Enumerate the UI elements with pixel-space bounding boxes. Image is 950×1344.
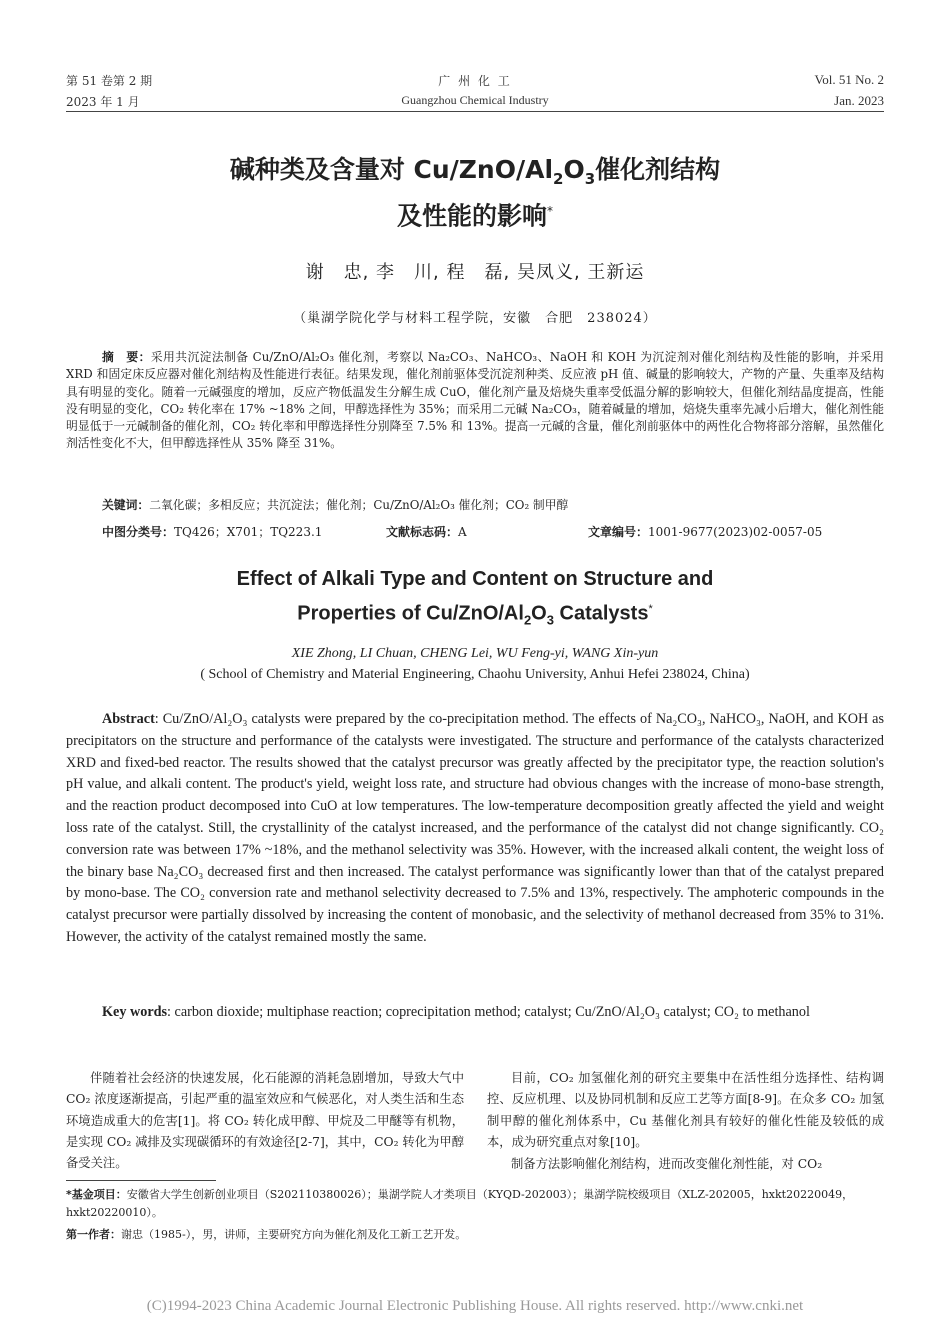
date-en: Jan. 2023 bbox=[834, 93, 884, 108]
abstract-cn: 摘 要：采用共沉淀法制备 Cu/ZnO/Al₂O₃ 催化剂，考察以 Na₂CO₃、NaHCO₃、NaOH 和 KOH 为沉淀剂对催化剂结构及性能的影响，并采用 XRD 和固定床反应器对催化剂结构及性能进行表征。结果发现，催化剂前驱体受沉淀剂种类、反应液 pH 值、碱量的影响较大，产物的产量、失重率及结构具有明显的变化。随着一元碱强度的增加，反应产物低温发生分解生成 CuO，催化剂产量及焙烧失重率受低温分解的影响较大，但催化剂结晶度提高，性能没有明显的变化，CO₂ 转化率在 17% ~18% 之间，甲醇选择性为 35%；而采用二元碱 Na₂CO₃，随着碱量的增加，焙烧失重率先减小后增大，催化剂性能明显低于一元碱制备的催化剂，CO₂ 转化率和甲醇选择性分别降至 7.5% 和 13%。提高一元碱的含量，催化剂前驱体中的两性化合物将部分溶解，虽然催化剂活性变化不大，但甲醇选择性从 35% 降至 31%。 bbox=[66, 350, 884, 451]
title-cn-line1: 碱种类及含量对 $Cu/ZnO/Al_2O_3$催化剂结构 bbox=[229, 155, 721, 188]
keywords-cn: 关键词：二氧化碳；多相反应；共沉淀法；催化剂；Cu/ZnO/Al₂O₃ 催化剂；CO₂ 制甲醇 bbox=[102, 498, 569, 512]
affiliation-en: ( School of Chemistry and Material Engineering, Chaohu University, Anhui Hefei 238024, China) bbox=[200, 667, 750, 682]
header-rule bbox=[66, 111, 884, 112]
title-en-line2: Properties of $Cu/ZnO/Al_2O_3$ Catalysts* bbox=[297, 602, 653, 628]
clc-number: 中图分类号：TQ426；X701；TQ223.1 bbox=[102, 525, 323, 539]
keywords-en: Key words: carbon dioxide; multiphase reaction; coprecipitation method; catalyst; Cu/ZnO/Al₂O₃ catalyst; CO₂ to methanol bbox=[102, 1004, 810, 1020]
document-code: 文献标志码：A bbox=[386, 525, 467, 539]
footnote-funding: *基金项目：安徽省大学生创新创业项目（S202110380026）；巢湖学院人才类项目（KYQD-202003）；巢湖学院校级项目（XLZ-202005，hxkt20220049，hxkt20220010）。 bbox=[66, 1188, 854, 1219]
copyright-watermark: (C)1994-2023 China Academic Journal Electronic Publishing House. All rights reserved. http://www.cnki.net bbox=[146, 1298, 804, 1314]
authors-en: XIE Zhong, LI Chuan, CHENG Lei, WU Feng-yi, WANG Xin-yun bbox=[291, 646, 659, 661]
body-right-paragraph-1: 目前，CO₂ 加氢催化剂的研究主要集中在活性组分选择性、结构调控、反应机理、以及协同机制和反应工艺等方面[8-9]。在众多 CO₂ 加氢制甲醇的催化剂体系中，Cu 基催化剂具有较好的催化性能及较低的成本，成为研究重点对象[10]。 bbox=[487, 1071, 884, 1149]
body-right-paragraph-2: 制备方法影响催化剂结构，进而改变催化剂性能，对 CO₂ bbox=[511, 1157, 823, 1171]
journal-name-en: Guangzhou Chemical Industry bbox=[401, 93, 549, 107]
footnote-first-author: 第一作者：谢忠（1985-），男，讲师，主要研究方向为催化剂及化工新工艺开发。 bbox=[66, 1228, 467, 1241]
title-cn-line2: 及性能的影响* bbox=[396, 201, 553, 231]
date-cn: 2023 年 1 月 bbox=[66, 95, 140, 109]
authors-cn: 谢 忠, 李 川, 程 磊, 吴凤义, 王新运 bbox=[305, 262, 645, 283]
volume-issue-cn: 第 51 卷第 2 期 bbox=[66, 74, 153, 88]
footnote-rule bbox=[66, 1180, 216, 1181]
title-en-line1: Effect of Alkali Type and Content on Structure and bbox=[236, 568, 714, 590]
abstract-en: Abstract: Cu/ZnO/Al₂O₃ catalysts were prepared by the co-precipitation method. The effects of Na₂CO₃, NaHCO₃, NaOH, and KOH as precipitators on the structure and performance of the catalysts were investigated. The structure and performance of the catalysts characterized XRD and fixed-bed reactor. The results showed that the catalyst precursor was greatly affected by the precipitator type, the reaction solution's pH value, and alkali content. The product's yield, weight loss rate, and structure had obvious changes with the increase of mono-base strength, and the reaction product decomposed into CuO at low temperatures. The low-temperature decomposition greatly affected the yield and weight loss rate of the catalyst. Still, the crystallinity of the catalyst increased, and the performance of the catalyst did not change significantly. CO₂ conversion rate was between 17% ~18%, and the methanol selectivity was 35%. However, with the increased alkali content, the weight loss of the binary base Na₂CO₃ decreased first and then increased. The catalyst performance was significantly lower than that of the catalyst prepared by mono-base. The CO₂ conversion rate and methanol selectivity decreased to 7.5% and 13%, respectively. The amphoteric compounds in the catalyst precursor were partially dissolved by increasing the content of monobasic, and the selectivity of methanol decreased from 35% to 31%. However, the activity of the catalyst remained mostly the same. bbox=[66, 711, 884, 945]
affiliation-cn: （巢湖学院化学与材料工程学院，安徽 合肥 238024） bbox=[293, 311, 657, 326]
article-number: 文章编号：1001-9677(2023)02-0057-05 bbox=[588, 525, 823, 539]
volume-issue-en: Vol. 51 No. 2 bbox=[814, 72, 884, 87]
journal-name-cn: 广 州 化 工 bbox=[438, 74, 512, 88]
body-left-paragraph: 伴随着社会经济的快速发展，化石能源的消耗急剧增加，导致大气中 CO₂ 浓度逐渐提高，引起严重的温室效应和气候恶化，对人类生活和生态环境造成重大的危害[1]。将 CO₂ 转化成甲醇、甲烷及二甲醚等有机物，是实现 CO₂ 减排及实现碳循环的有效途径[2-7]，其中，CO₂ 转化为甲醇备受关注。 bbox=[66, 1071, 464, 1171]
